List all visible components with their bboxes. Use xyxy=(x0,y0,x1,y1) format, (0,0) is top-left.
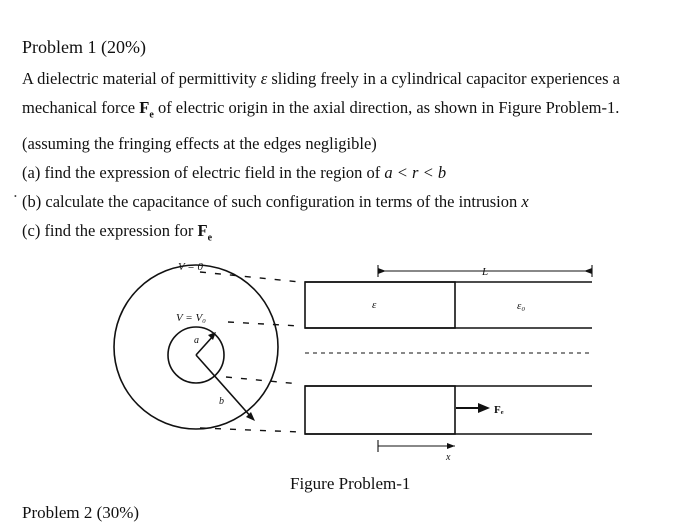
side-view xyxy=(305,265,592,452)
label-b: b xyxy=(219,396,224,407)
problem-line-2: mechanical force $F_e$ of electric origin in the axial direction, as shown in Figure Problem-1. xyxy=(22,98,620,121)
figure-problem-1 xyxy=(0,250,700,480)
label-vv0: V = V₀ xyxy=(176,312,206,324)
problem-text xyxy=(22,36,692,253)
force-symbol: $F_e$ xyxy=(139,98,154,121)
problem-heading: Problem 1 (20%) xyxy=(22,37,146,57)
part-a: (a) find the expression of electric field in the region of a < r < b xyxy=(22,163,447,183)
label-v0: V = 0 xyxy=(178,261,203,273)
figure-caption: Figure Problem-1 xyxy=(290,474,411,493)
label-x: x xyxy=(446,452,451,463)
outer-conductor-circle xyxy=(114,265,278,429)
permittivity-symbol: ε xyxy=(260,69,268,88)
dielectric-bottom xyxy=(305,386,455,434)
dielectric-top xyxy=(305,282,455,328)
radius-a-arrowhead xyxy=(208,332,216,340)
part-c: (c) find the expression for $F_e$ xyxy=(22,221,213,244)
label-fe: Fₑ xyxy=(494,404,504,416)
label-a: a xyxy=(194,335,199,346)
margin-dot: • xyxy=(14,192,17,201)
label-eps: ε xyxy=(372,299,377,311)
part-b: (b) calculate the capacitance of such configuration in terms of the intrusion x xyxy=(22,192,529,212)
next-problem-heading: Problem 2 (30%) xyxy=(22,503,140,522)
label-L: L xyxy=(482,266,489,278)
problem-line-1: A dielectric material of permittivity ε sliding freely in a cylindrical capacitor experiences a xyxy=(22,69,620,88)
problem-line-3: (assuming the fringing effects at the edges negligible) xyxy=(22,134,377,154)
radius-b-arrow xyxy=(196,355,252,418)
label-eps0: ε₀ xyxy=(517,300,526,312)
